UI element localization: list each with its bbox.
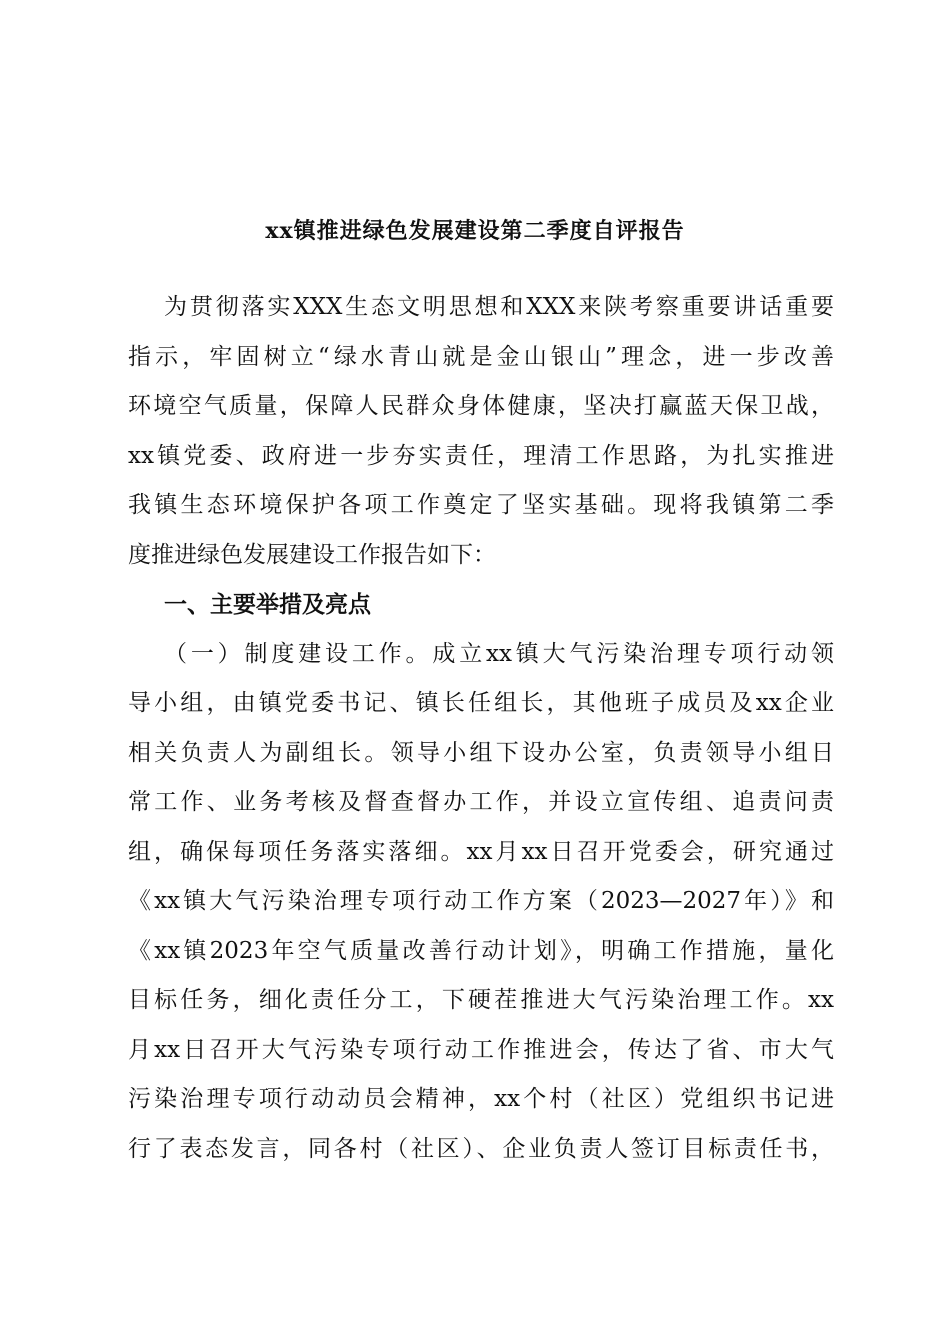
paragraph-line: 行了表态发言，同各村（社区）、企业负责人签订目标责任书， bbox=[128, 1135, 834, 1162]
paragraph-line: 月xx日召开大气污染专项行动工作推进会，传达了省、市大气 bbox=[128, 1036, 834, 1063]
paragraph-line: 我镇生态环境保护各项工作奠定了坚实基础。现将我镇第二季 bbox=[128, 492, 834, 518]
paragraph-line: 指示，牢固树立“绿水青山就是金山银山”理念，进一步改善 bbox=[128, 343, 834, 370]
document-body bbox=[128, 283, 834, 1174]
paragraph-line: 环境空气质量，保障人民群众身体健康，坚决打赢蓝天保卫战， bbox=[128, 393, 834, 419]
paragraph-line: 目标任务，细化责任分工，下硬茬推进大气污染治理工作。xx bbox=[128, 987, 834, 1013]
paragraph-line: 组，确保每项任务落实落细。xx月xx日召开党委会，研究通过 bbox=[128, 838, 834, 865]
paragraph-line: 《xx镇大气污染治理专项行动工作方案（2023—2027年）》和 bbox=[128, 888, 834, 914]
document-title: xx镇推进绿色发展建设第二季度自评报告 bbox=[265, 218, 685, 244]
paragraph-line: 污染治理专项行动动员会精神，xx个村（社区）党组织书记进 bbox=[128, 1086, 834, 1112]
paragraph-line: 度推进绿色发展建设工作报告如下： bbox=[128, 541, 496, 568]
paragraph-line: 常工作、业务考核及督查督办工作，并设立宣传组、追责问责 bbox=[128, 789, 834, 815]
paragraph-line: 导小组，由镇党委书记、镇长任组长，其他班子成员及xx企业 bbox=[128, 690, 834, 716]
paragraph-line: xx镇党委、政府进一步夯实责任，理清工作思路，为扎实推进 bbox=[128, 442, 834, 469]
section-heading: 一、主要举措及亮点 bbox=[164, 591, 371, 618]
paragraph-line: 《xx镇2023年空气质量改善行动计划》，明确工作措施，量化 bbox=[128, 937, 834, 964]
paragraph-line: 为贯彻落实XXX生态文明思想和XXX来陕考察重要讲话重要 bbox=[164, 294, 834, 320]
paragraph-line: （一）制度建设工作。成立xx镇大气污染治理专项行动领 bbox=[164, 640, 834, 667]
paragraph-line: 相关负责人为副组长。领导小组下设办公室，负责领导小组日 bbox=[128, 739, 834, 766]
